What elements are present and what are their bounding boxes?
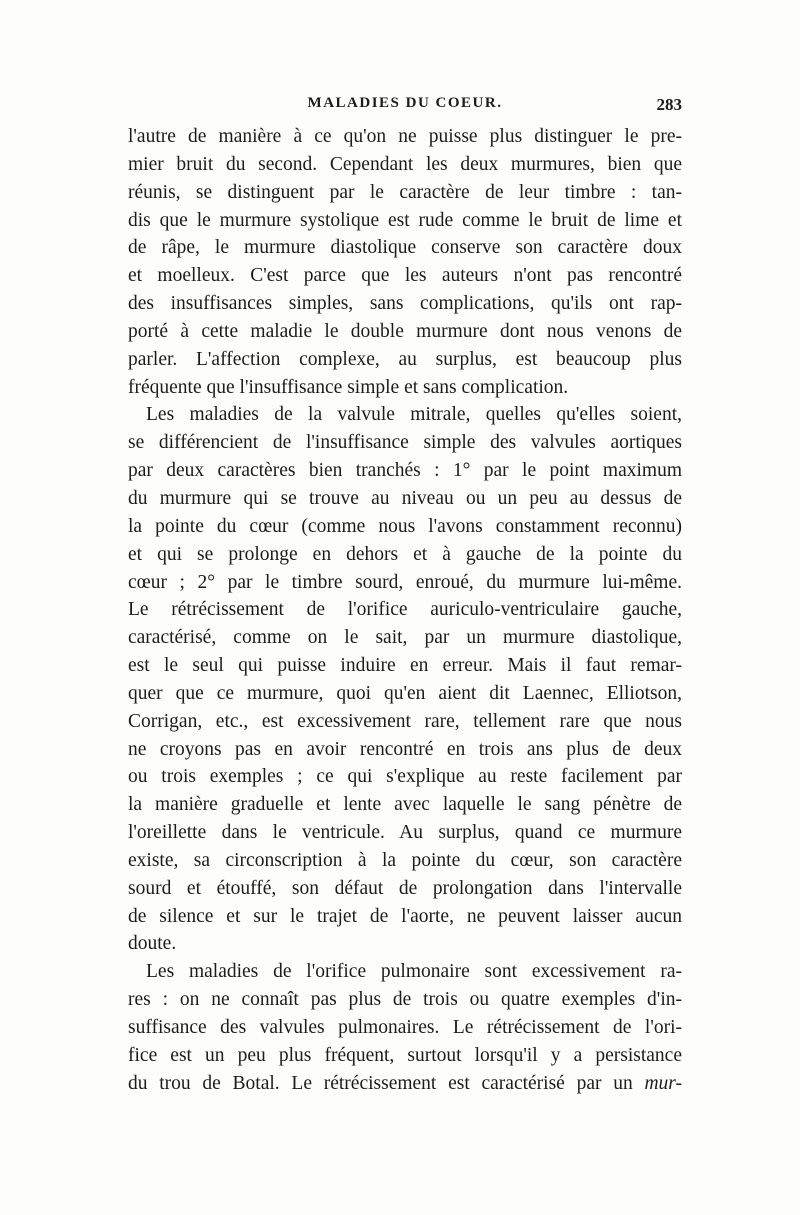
running-title: MALADIES DU COEUR.	[307, 95, 503, 111]
text-line: l'autre de manière à ce qu'on ne puisse plus distinguer le pre-	[128, 126, 682, 147]
text-line: de râpe, le murmure diastolique conserve son caractère doux	[128, 237, 682, 259]
text-line: des insuffisances simples, sans complications, qu'ils ont rap-	[128, 293, 682, 315]
text-line: la pointe du cœur (comme nous l'avons constamment reconnu)	[128, 515, 682, 537]
text-line: parler. L'affection complexe, au surplus, est beaucoup plus	[128, 348, 682, 370]
body-text	[128, 123, 682, 1098]
text-line: Le rétrécissement de l'orifice auriculo-ventriculaire gauche,	[128, 599, 682, 621]
text-line: sourd et étouffé, son défaut de prolongation dans l'intervalle	[128, 877, 682, 899]
paragraph-start-line: Les maladies de l'orifice pulmonaire sont excessivement ra-	[146, 961, 682, 983]
text-line-with-tail	[128, 1070, 682, 1098]
text-line: porté à cette maladie le double murmure dont nous venons de	[128, 320, 682, 342]
text-line: l'oreillette dans le ventricule. Au surplus, quand ce murmure	[128, 822, 682, 844]
text-line: ou trois exemples ; ce qui s'explique au reste facilement par	[128, 766, 682, 788]
text-line: dis que le murmure systolique est rude comme le bruit de lime et	[128, 209, 682, 231]
text-line: Corrigan, etc., est excessivement rare, tellement rare que nous	[128, 710, 682, 732]
text-line: quer que ce murmure, quoi qu'en aient dit Laennec, Elliotson,	[128, 682, 682, 704]
text-line: du trou de Botal. Le rétrécissement est caractérisé par un	[128, 1072, 633, 1094]
running-head	[128, 95, 682, 119]
text-line: cœur ; 2° par le timbre sourd, enroué, du murmure lui-même.	[128, 571, 682, 593]
text-line: de silence et sur le trajet de l'aorte, ne peuvent laisser aucun	[128, 905, 682, 927]
text-line: suffisance des valvules pulmonaires. Le rétrécissement de l'ori-	[128, 1017, 682, 1038]
text-line: et qui se prolonge en dehors et à gauche de la pointe du	[128, 543, 682, 565]
text-line: par deux caractères bien tranchés : 1° par le point maximum	[128, 460, 682, 482]
text-line: mier bruit du second. Cependant les deux murmures, bien que	[128, 153, 682, 175]
text-line: la manière graduelle et lente avec laquelle le sang pénètre de	[128, 794, 682, 816]
paragraph-end-line: fréquente que l'insuffisance simple et sans complication.	[128, 376, 569, 398]
page-number: 283	[656, 95, 682, 114]
text-line: est le seul qui puisse induire en erreur. Mais il faut remar-	[128, 655, 682, 677]
text-line: réunis, se distinguent par le caractère de leur timbre : tan-	[128, 181, 682, 203]
text-line: du murmure qui se trouve au niveau ou un peu au dessus de	[128, 487, 682, 509]
text-line: caractérisé, comme on le sait, par un murmure diastolique,	[128, 627, 682, 649]
paragraph-start-line: Les maladies de la valvule mitrale, quelles qu'elles soient,	[146, 404, 682, 426]
text-line: res : on ne connaît pas plus de trois ou quatre exemples d'in-	[128, 989, 682, 1011]
paragraph-end-line: doute.	[128, 933, 177, 955]
text-line: se différencient de l'insuffisance simple des valvules aortiques	[128, 432, 682, 454]
text-line: fice est un peu plus fréquent, surtout lorsqu'il y a persistance	[128, 1044, 682, 1066]
text-line: et moelleux. C'est parce que les auteurs n'ont pas rencontré	[128, 265, 682, 287]
text-line: ne croyons pas en avoir rencontré en trois ans plus de deux	[128, 738, 682, 760]
italic-word-fragment: mur-	[644, 1072, 682, 1094]
text-line: existe, sa circonscription à la pointe du cœur, son caractère	[128, 849, 682, 871]
